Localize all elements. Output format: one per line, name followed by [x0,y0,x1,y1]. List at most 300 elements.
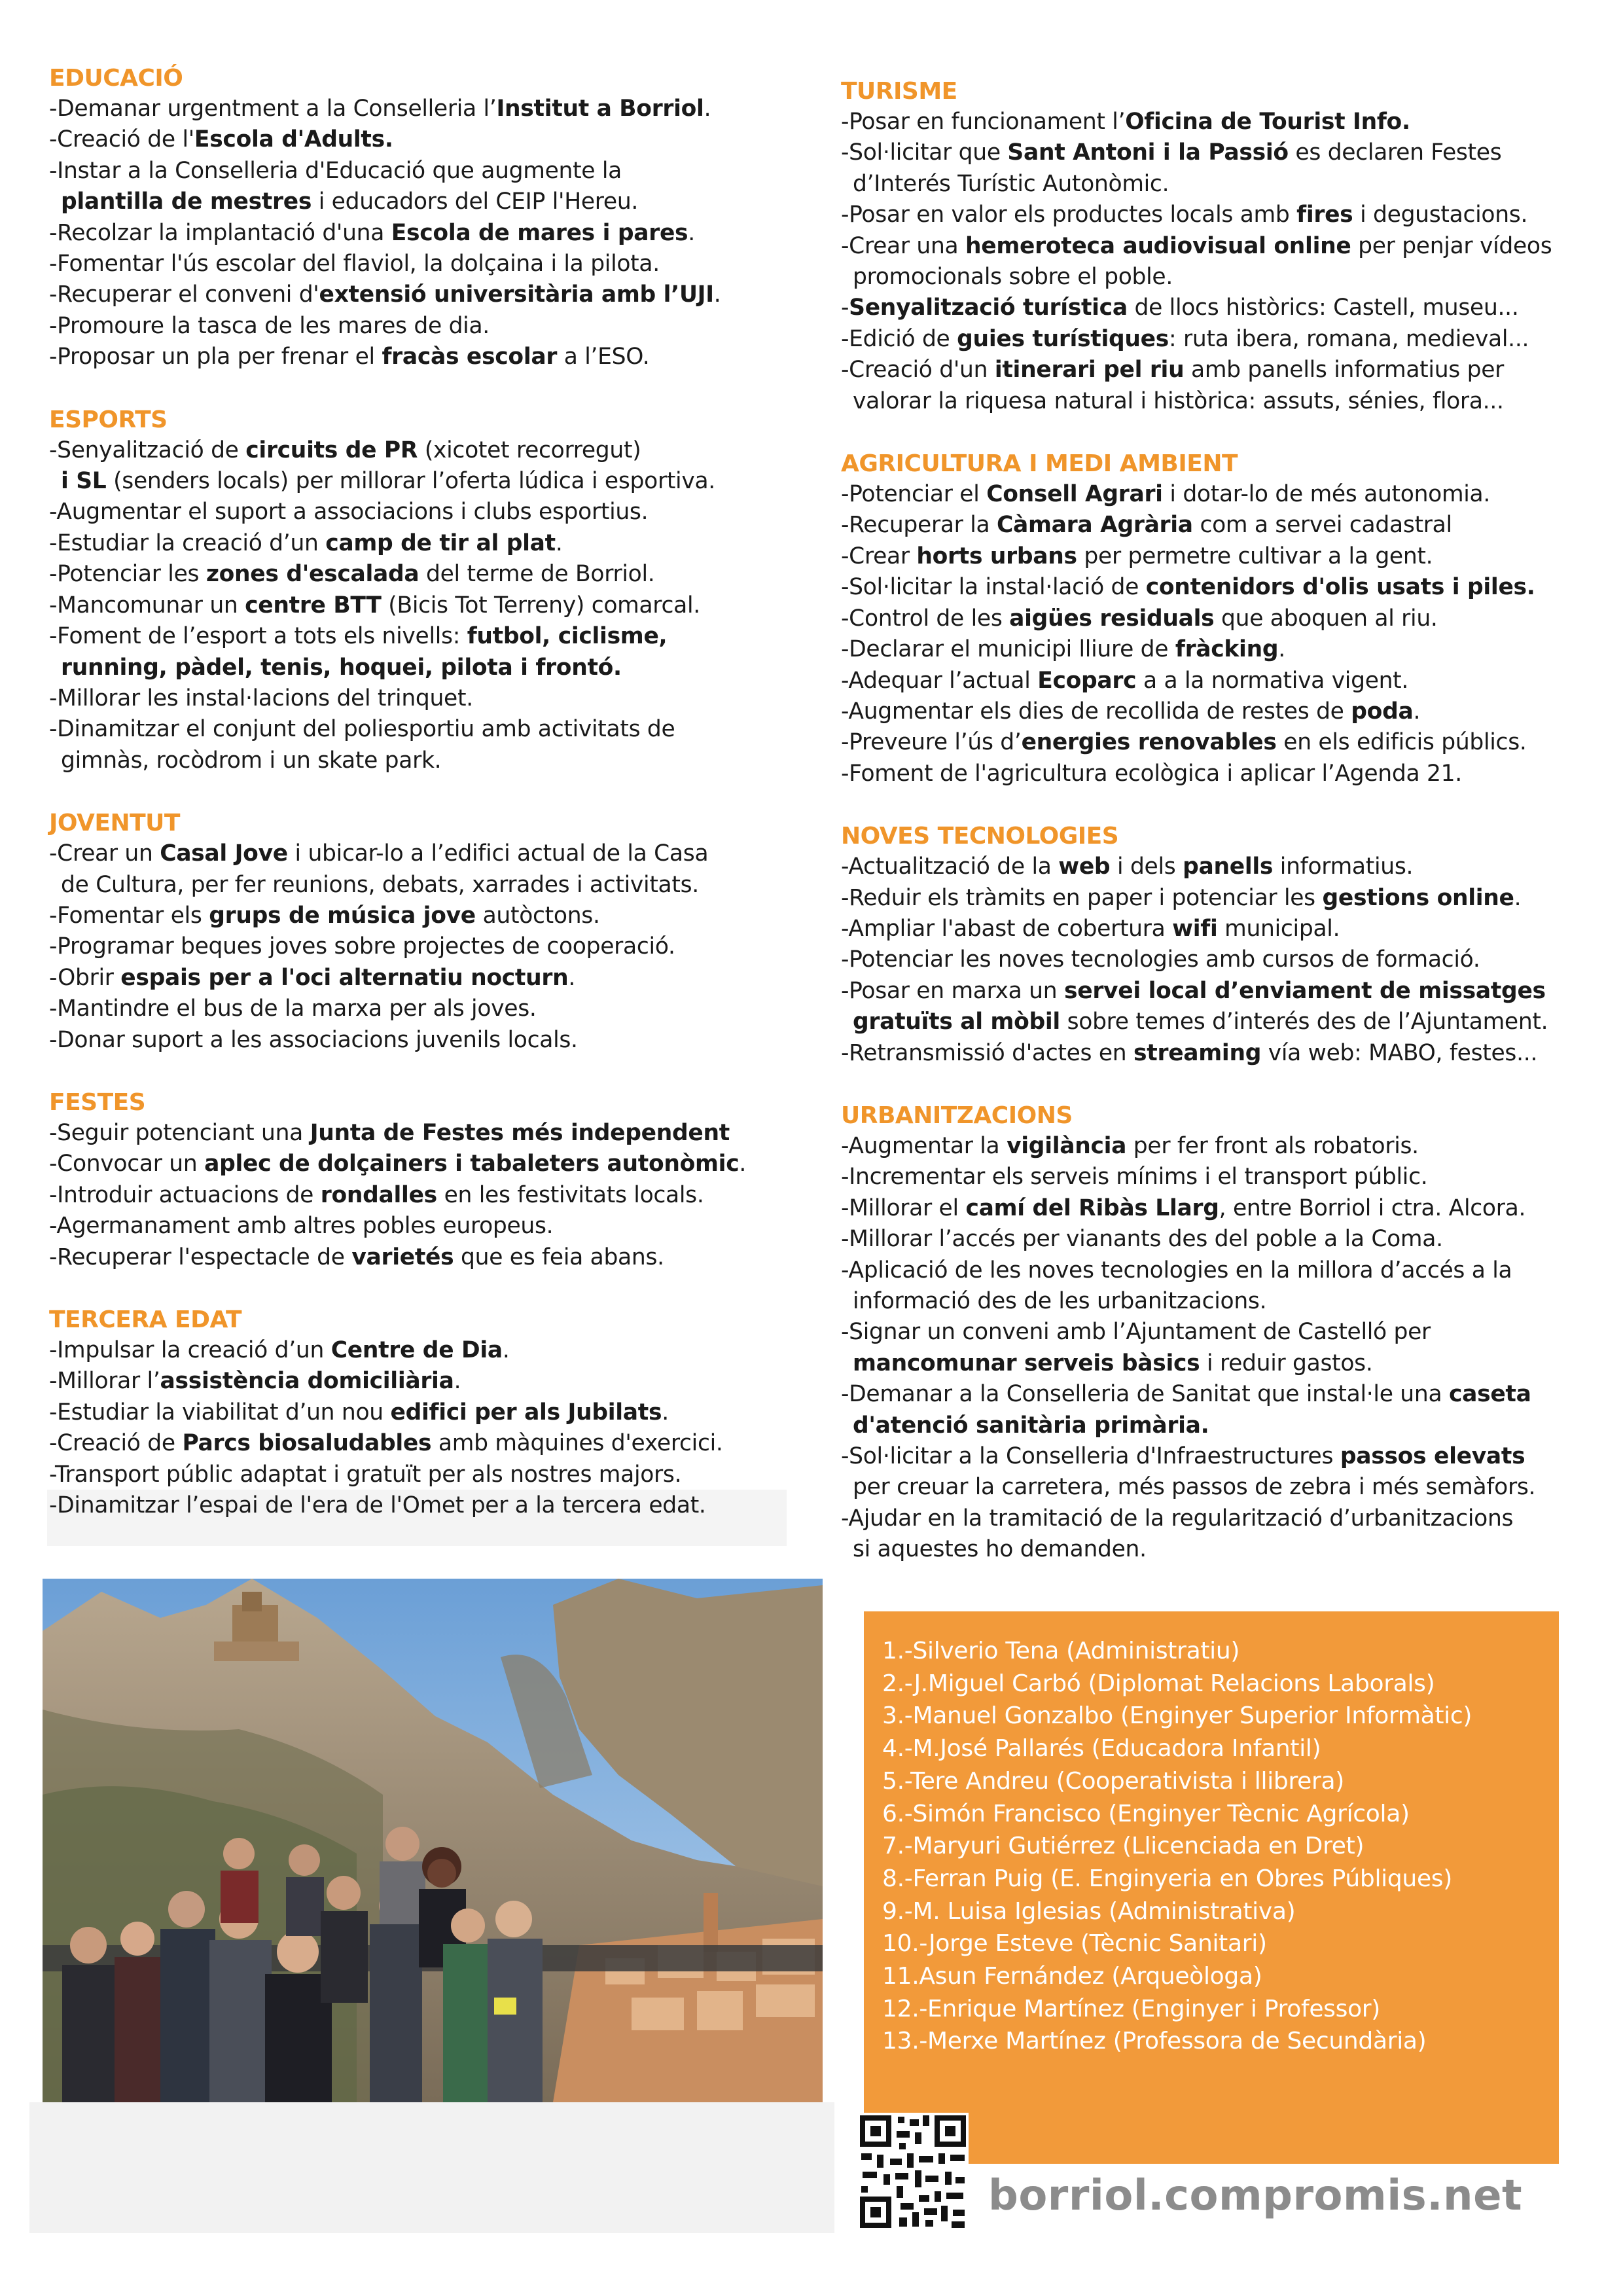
emphasis-text: Consell Agrari [986,481,1163,508]
section-title: NOVES TECNOLOGIES [841,823,1119,850]
item-text: per penjar vídeos [1351,232,1552,259]
item-line [841,1534,1587,1565]
item-line [49,497,789,528]
list-item [49,218,789,249]
item-text: -Donar suport a les associacions juvenils locals. [49,1026,578,1053]
item-text: -Proposar un pla per frenar el [49,344,382,370]
item-text: per fer front als robatoris. [1126,1132,1419,1159]
list-item [49,311,789,342]
item-text: -Crear una [841,232,966,259]
item-text: vía web: MABO, festes... [1261,1039,1538,1066]
list-item [841,324,1587,355]
emphasis-text: servei local d’enviament de missatges [1064,977,1546,1004]
item-line [841,137,1587,168]
list-item [49,124,789,155]
emphasis-text: i SL [61,468,107,495]
item-text: -Edició de [841,325,957,352]
section-title: TERCERA EDAT [49,1306,242,1333]
emphasis-text: gratuïts al mòbil [853,1009,1060,1035]
list-item [841,603,1587,634]
item-text: -Augmentar els dies de recollida de restes de [841,698,1351,725]
emphasis-text: rondalles [320,1181,437,1208]
emphasis-text: hemeroteca audiovisual online [965,232,1351,259]
list-item [49,156,789,218]
item-text: amb màquines d'exercici. [431,1430,723,1457]
item-text: -Control de les [841,605,1010,632]
section-title: TURISME [841,78,957,105]
item-text: -Recuperar el conveni d' [49,281,319,308]
list-item [49,1242,789,1273]
item-text: -Fomentar l'ús escolar del flaviol, la dolçaina i la pilota. [49,251,660,278]
item-text: . [1278,636,1285,663]
candidate-item: 3.-Manuel Gonzalbo (Enginyer Superior Informàtic) [882,1702,1472,1730]
emphasis-text: contenidors d'olis usats i piles. [1145,574,1535,601]
item-text: . [568,964,576,991]
item-text: . [1514,884,1522,911]
item-text: -Sol·licitar a la Conselleria d'Infraestructures [841,1443,1340,1470]
candidate-item: 13.-Merxe Martínez (Professora de Secundària) [882,2028,1427,2055]
list-item [841,1193,1587,1224]
item-text: -Adequar l’actual [841,667,1038,694]
section-urbanitzacions [841,1100,1587,1566]
item-line [49,187,789,217]
list-item [49,94,789,124]
item-line [49,870,789,901]
item-text: -Aplicació de les noves tecnologies en la millora d’accés a la [841,1257,1512,1283]
item-text: -Sol·licitar que [841,139,1008,166]
item-line [49,466,789,497]
item-line [49,1366,789,1397]
item-line [49,1242,789,1273]
item-line [49,435,789,466]
item-text: . [688,219,695,246]
list-item [841,355,1587,417]
emphasis-text: mancomunar serveis bàsics [853,1350,1200,1376]
item-text: -Reduir els tràmits en paper i potenciar les [841,884,1323,911]
item-text: en les festivitats locals. [437,1181,704,1208]
item-line [49,1428,789,1459]
list-item [841,1131,1587,1162]
item-text: i degustacions. [1353,202,1528,228]
item-line [841,1410,1587,1441]
list-item [49,931,789,962]
list-item [841,293,1587,323]
item-text: gimnàs, rocòdrom i un skate park. [61,747,442,774]
item-text: -Dinamitzar l’espai de l'era de l'Omet per a la tercera edat. [49,1492,706,1519]
item-text: com a servei cadastral [1192,512,1452,539]
list-item [49,714,789,776]
item-text: i educadors del CEIP l'Hereu. [312,188,639,215]
item-line [49,1460,789,1490]
item-line [841,603,1587,634]
item-text: -Creació de l' [49,126,194,153]
list-item [841,137,1587,200]
emphasis-text: fracàs escolar [382,344,558,370]
item-text: . [662,1399,669,1426]
candidate-item: 11.Asun Fernández (Arqueòloga) [882,1963,1262,1990]
item-text: -Seguir potenciant una [49,1119,310,1146]
item-text: - [841,295,849,321]
section-title: AGRICULTURA I MEDI AMBIENT [841,450,1238,478]
item-text: i dels [1110,853,1183,880]
list-item [49,1428,789,1459]
item-line [49,1025,789,1056]
item-text: -Estudiar la viabilitat d’un nou [49,1399,391,1426]
section-noves-tecnologies [841,821,1587,1069]
emphasis-text: assistència domiciliària [160,1368,454,1395]
item-text: , entre Borriol i ctra. Alcora. [1219,1194,1526,1221]
item-text: valorar la riquesa natural i històrica: assuts, sénies, flora... [853,387,1504,414]
list-item [841,1255,1587,1318]
item-text: -Recolzar la implantació d'una [49,219,391,246]
item-line [49,994,789,1024]
item-line [49,714,789,745]
emphasis-text: circuits de PR [245,437,418,463]
item-line [49,279,789,310]
candidate-item: 7.-Maryuri Gutiérrez (Llicenciada en Dret) [882,1833,1364,1860]
item-text: -Creació de [49,1430,183,1457]
item-text: . [502,1337,510,1363]
item-line [49,1490,789,1521]
emphasis-text: Senyalització turística [849,295,1128,321]
item-text: -Foment de l'agricultura ecològica i aplicar l’Agenda 21. [841,760,1462,787]
candidate-item: 9.-M. Luisa Iglesias (Administrativa) [882,1897,1296,1925]
item-line [49,559,789,590]
item-text: -Sol·licitar la instal·lació de [841,574,1146,601]
item-line [49,1118,789,1149]
item-text: -Estudiar la creació d’un [49,529,326,556]
section-title: FESTES [49,1088,146,1116]
item-line [841,1379,1587,1410]
list-item [49,1211,789,1242]
item-text: . [454,1368,461,1395]
item-text: -Demanar a la Conselleria de Sanitat que instal·le una [841,1381,1449,1408]
list-item [841,634,1587,665]
item-line [49,1335,789,1366]
list-item [49,435,789,497]
item-text: informació des de les urbanitzacions. [853,1288,1267,1314]
list-item [841,666,1587,696]
item-text: -Augmentar la [841,1132,1007,1159]
item-line [841,386,1587,417]
item-text: -Demanar urgentment a la Conselleria l’ [49,96,497,122]
candidate-item: 6.-Simón Francisco (Enginyer Tècnic Agrícola) [882,1800,1410,1827]
emphasis-text: futbol, ciclisme, [467,623,668,650]
list-item [841,1379,1587,1441]
emphasis-text: fràcking [1175,636,1279,663]
emphasis-text: grups de música jove [209,902,476,929]
item-text: -Senyalització de [49,437,246,463]
item-line [841,914,1587,944]
emphasis-text: caseta [1448,1381,1531,1408]
section-title: JOVENTUT [49,810,180,837]
emphasis-text: running, pàdel, tenis, hoquei, pilota i frontó. [61,654,622,681]
emphasis-text: guies turístiques [957,325,1169,352]
item-line [49,1211,789,1242]
list-item [49,528,789,559]
item-line [841,1007,1587,1037]
item-text: . [713,281,721,308]
emphasis-text: Parcs biosaludables [182,1430,432,1457]
item-text: (xicotet recorregut) [418,437,641,463]
item-text: . [739,1151,747,1177]
item-text: -Ajudar en la tramitació de la regularització d’urbanitzacions [841,1505,1514,1532]
item-text: -Potenciar les [49,561,206,588]
item-line [841,1348,1587,1379]
emphasis-text: energies renovables [1021,729,1277,756]
item-text: autòctons. [475,902,600,929]
item-text: del terme de Borriol. [419,561,655,588]
list-item [49,683,789,714]
item-text: per creuar la carretera, més passos de zebra i més semàfors. [853,1474,1536,1501]
item-text: -Creació d'un [841,357,995,384]
section-title: URBANITZACIONS [841,1102,1073,1129]
list-item [841,1162,1587,1193]
item-text: informatius. [1273,853,1414,880]
item-text: d’Interés Turístic Autonòmic. [853,170,1169,197]
emphasis-text: Centre de Dia [330,1337,503,1363]
item-line [841,1441,1587,1472]
list-item [841,914,1587,944]
item-text: si aquestes ho demanden. [853,1536,1147,1563]
item-text: -Impulsar la creació d’un [49,1337,331,1363]
group-photo-castle-icon [43,1579,823,2102]
item-text: de Cultura, per fer reunions, debats, xarrades i activitats. [61,871,699,898]
item-text: a l’ESO. [557,344,650,370]
item-line [841,1472,1587,1503]
item-line [841,324,1587,355]
item-line [841,572,1587,603]
qr-code[interactable] [857,2113,969,2231]
item-text: -Augmentar el suport a associacions i clubs esportius. [49,499,649,526]
item-text: -Convocar un [49,1151,205,1177]
item-text: per permetre cultivar a la gent. [1077,543,1433,569]
list-item [841,231,1587,293]
list-item [49,497,789,528]
item-text: -Obrir [49,964,121,991]
item-text: en els edificis públics. [1276,729,1527,756]
left-column [49,63,789,1552]
item-text: -Posar en marxa un [841,977,1064,1004]
section-tercera-edat [49,1304,789,1521]
item-line [841,510,1587,541]
item-line [49,311,789,342]
item-line [841,1131,1587,1162]
item-line [841,634,1587,665]
list-item [841,944,1587,975]
item-line [841,976,1587,1007]
item-text: -Promoure la tasca de les mares de dia. [49,312,490,339]
item-line [841,1286,1587,1317]
candidate-item: 1.-Silverio Tena (Administratiu) [882,1638,1240,1664]
emphasis-text: passos elevats [1340,1443,1525,1470]
emphasis-text: Oficina de Tourist Info. [1125,109,1410,135]
list-item [49,838,789,901]
item-text: sobre temes d’interés des de l’Ajuntament. [1060,1009,1548,1035]
item-text: -Potenciar les noves tecnologies amb cursos de formació. [841,946,1480,973]
list-item [841,1224,1587,1255]
item-text: -Posar en funcionament l’ [841,109,1126,135]
list-item [49,1397,789,1428]
item-line [841,1503,1587,1534]
item-text: . [555,529,563,556]
item-text: -Transport públic adaptat i gratuït per als nostres majors. [49,1461,682,1488]
item-line [841,727,1587,758]
item-line [841,1317,1587,1348]
item-line [841,944,1587,975]
item-text: -Millorar les instal·lacions del trinquet. [49,685,473,711]
emphasis-text: extensió universitària amb l’UJI [319,281,714,308]
item-line [49,1397,789,1428]
item-line [841,883,1587,914]
item-line [841,231,1587,262]
list-item [841,883,1587,914]
item-text: es declaren Festes [1288,139,1502,166]
list-item [49,901,789,931]
list-item [841,107,1587,137]
item-line [49,342,789,372]
item-line [49,1180,789,1211]
item-line [49,249,789,279]
item-line [49,124,789,155]
item-line [841,541,1587,572]
item-text: -Declarar el municipi lliure de [841,636,1175,663]
item-line [49,94,789,124]
item-text: -Dinamitzar el conjunt del poliesportiu amb activitats de [49,716,675,743]
right-column [841,76,1587,1597]
emphasis-text: zones d'escalada [205,561,419,588]
list-item [49,1490,789,1521]
item-text: que aboquen al riu. [1214,605,1438,632]
emphasis-text: d'atenció sanitària primària. [853,1412,1209,1439]
emphasis-text: streaming [1133,1039,1262,1066]
item-line [841,262,1587,293]
item-line [49,963,789,994]
list-item [49,994,789,1024]
item-text: -Posar en valor els productes locals amb [841,202,1297,228]
candidate-item: 12.-Enrique Martínez (Enginyer i Professor) [882,1995,1381,2022]
item-line [49,590,789,621]
list-item [49,590,789,621]
item-line [841,1162,1587,1193]
list-item [49,279,789,310]
list-item [841,759,1587,789]
item-text: -Signar un conveni amb l’Ajuntament de Castelló per [841,1319,1431,1346]
item-text: -Recuperar l'espectacle de [49,1244,352,1270]
emphasis-text: camí del Ribàs Llarg [965,1194,1219,1221]
item-text: . [1413,698,1421,725]
list-item [49,1149,789,1179]
list-item [49,621,789,683]
section-joventut [49,808,789,1056]
item-text: que es feia abans. [454,1244,664,1270]
section-title: ESPORTS [49,406,168,433]
list-item [841,1038,1587,1069]
emphasis-text: wifi [1172,915,1218,942]
item-text: -Mancomunar un [49,592,245,619]
list-item [841,727,1587,758]
section-festes [49,1087,789,1273]
website-url[interactable]: borriol.compromis.net [988,2172,1523,2220]
list-item [841,572,1587,603]
emphasis-text: fires [1296,202,1353,228]
item-line [49,838,789,869]
list-item [49,1366,789,1397]
item-text: -Instar a la Conselleria d'Educació que augmente la [49,157,622,184]
emphasis-text: poda [1351,698,1414,725]
item-text: i ubicar-lo a l’edifici actual de la Casa [287,840,709,867]
emphasis-text: Junta de Festes més independent [310,1119,730,1146]
item-line [841,1193,1587,1224]
item-line [841,107,1587,137]
item-line [841,1224,1587,1255]
item-text: -Crear [841,543,917,569]
item-text: -Millorar l’ [49,1368,160,1395]
item-text: -Crear un [49,840,160,867]
item-line [841,696,1587,727]
item-text: i dotar-lo de més autonomia. [1162,481,1491,508]
item-text: de llocs històrics: Castell, museu... [1127,295,1519,321]
emphasis-text: itinerari pel riu [994,357,1185,384]
item-line [49,156,789,187]
item-line [49,621,789,652]
item-text: -Millorar l’accés per vianants des del poble a la Coma. [841,1226,1443,1253]
list-item [49,342,789,372]
candidate-item: 10.-Jorge Esteve (Tècnic Sanitari) [882,1930,1267,1958]
item-text: -Incrementar els serveis mínims i el transport públic. [841,1164,1428,1191]
emphasis-text: espais per a l'oci alternatiu nocturn [120,964,569,991]
emphasis-text: aplec de dolçainers i tabaleters autonòmic [204,1151,740,1177]
item-line [841,666,1587,696]
section-title: EDUCACIÓ [49,65,183,92]
item-text: municipal. [1217,915,1340,942]
item-text: -Mantindre el bus de la marxa per als joves. [49,996,537,1022]
list-item [49,963,789,994]
item-text: -Introduir actuacions de [49,1181,321,1208]
list-item [841,541,1587,572]
item-text: : ruta ibera, romana, medieval... [1169,325,1529,352]
list-item [49,1180,789,1211]
item-text: -Foment de l’esport a tots els nivells: [49,623,467,650]
emphasis-text: centre BTT [245,592,382,619]
item-text: . [704,96,711,122]
item-line [841,479,1587,510]
emphasis-text: Sant Antoni i la Passió [1007,139,1289,166]
emphasis-text: horts urbans [916,543,1077,569]
list-item [841,510,1587,541]
item-line [841,759,1587,789]
emphasis-text: varietés [351,1244,454,1270]
candidate-item: 2.-J.Miguel Carbó (Diplomat Relacions Laborals) [882,1670,1435,1697]
emphasis-text: panells [1183,853,1274,880]
emphasis-text: Escola de mares i pares [391,219,688,246]
item-text: i reduir gastos. [1200,1350,1373,1376]
item-line [841,200,1587,230]
emphasis-text: gestions online [1322,884,1514,911]
item-line [49,683,789,714]
list-item [49,559,789,590]
emphasis-text: vigilància [1007,1132,1127,1159]
qr-code-icon [857,2113,969,2231]
item-text: -Recuperar la [841,512,997,539]
item-text: -Programar beques joves sobre projectes de cooperació. [49,933,675,960]
item-line [49,745,789,776]
item-text: -Fomentar els [49,902,209,929]
item-line [841,1038,1587,1069]
emphasis-text: edifici per als Jubilats [390,1399,662,1426]
list-item [49,1335,789,1366]
candidate-item: 5.-Tere Andreu (Cooperativista i llibrera) [882,1767,1345,1795]
